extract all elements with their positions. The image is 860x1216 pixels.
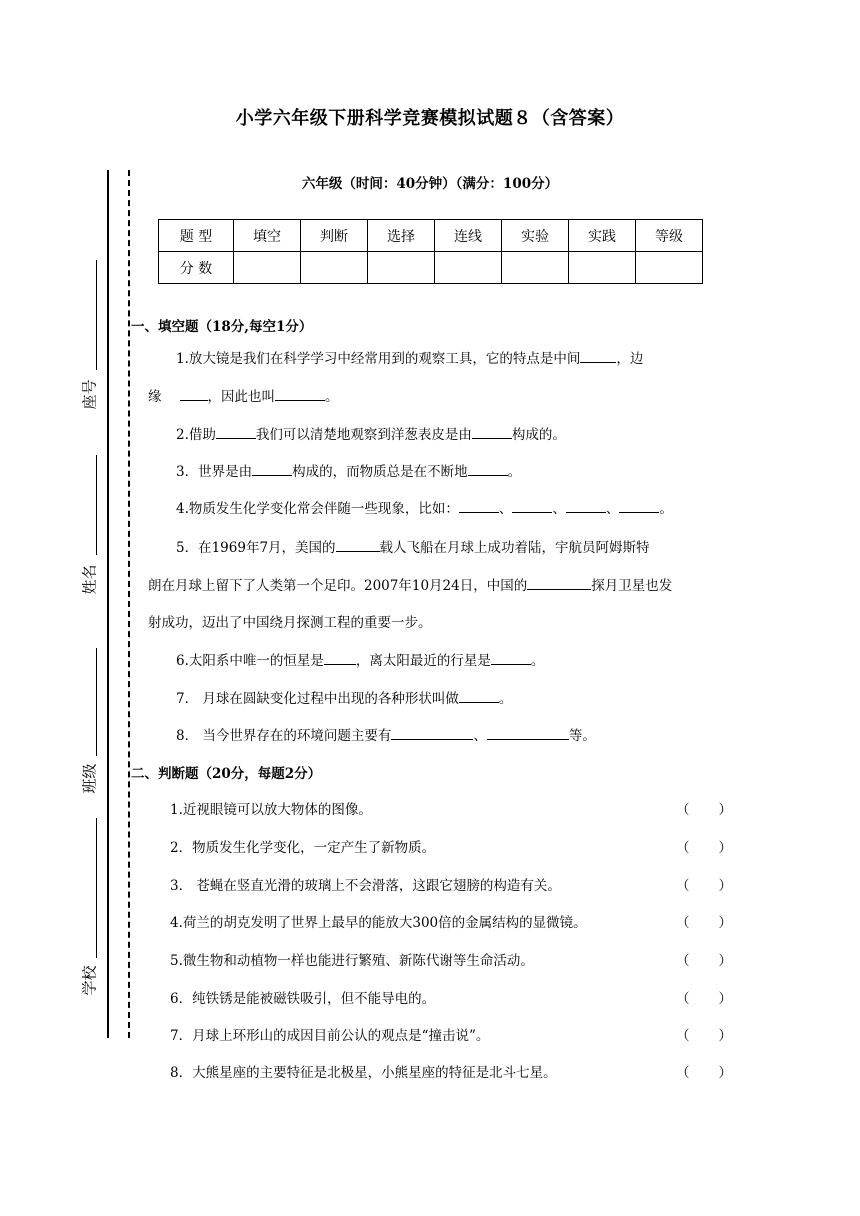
score-table-cell: 填空 <box>234 220 301 252</box>
judge-question-8: 8．大熊星座的主要特征是北极星，小熊星座的特征是北斗七星。 <box>170 1065 557 1081</box>
document-title: 小学六年级下册科学竞赛模拟试题８（含答案） <box>235 108 625 129</box>
answer-blank[interactable] <box>180 386 208 401</box>
side-field-name <box>74 455 98 615</box>
answer-blank[interactable] <box>566 498 606 513</box>
answer-parentheses[interactable]: （ ） <box>676 991 732 1007</box>
score-input-cell[interactable] <box>569 252 636 284</box>
section-heading-fill-blank: 一、填空题（18分,每空1分） <box>131 319 313 335</box>
score-table-cell: 等级 <box>636 220 703 252</box>
score-table-cell: 实验 <box>502 220 569 252</box>
answer-blank[interactable] <box>252 461 292 476</box>
score-input-cell[interactable] <box>368 252 435 284</box>
score-table-cell: 题 型 <box>159 220 234 252</box>
fill-question-1-line1: 1.放大镜是我们在科学学习中经常用到的观察工具，它的特点是中间 ，边 <box>176 347 643 367</box>
answer-blank[interactable] <box>324 650 356 665</box>
fill-question-7: 7． 月球在圆缺变化过程中出现的各种形状叫做 。 <box>176 687 512 707</box>
score-table-row-label: 分 数 <box>159 252 234 284</box>
score-table-cell: 实践 <box>569 220 636 252</box>
answer-blank[interactable] <box>491 650 531 665</box>
side-field-school <box>74 818 98 1008</box>
answer-blank[interactable] <box>275 386 325 401</box>
answer-parentheses[interactable]: （ ） <box>676 878 732 894</box>
binding-dashed-line <box>128 170 130 1038</box>
answer-blank[interactable] <box>527 575 591 590</box>
section-heading-true-false: 二、判断题（20分，每题2分） <box>131 766 322 782</box>
score-input-cell[interactable] <box>435 252 502 284</box>
fill-question-5-line3: 射成功，迈出了中国绕月探测工程的重要一步。 <box>148 615 432 631</box>
side-field-class <box>74 648 98 808</box>
answer-parentheses[interactable]: （ ） <box>676 915 732 931</box>
side-underline-name <box>96 455 97 555</box>
score-input-cell[interactable] <box>502 252 569 284</box>
score-table <box>158 219 703 284</box>
fill-question-1-line2: 缘 ，因此也叫 。 <box>148 385 339 405</box>
answer-parentheses[interactable]: （ ） <box>676 953 732 969</box>
answer-blank[interactable] <box>468 461 508 476</box>
fill-question-5-line2: 朗在月球上留下了人类第一个足印。2007年10月24日，中国的 探月卫星也发 <box>148 574 672 594</box>
answer-parentheses[interactable]: （ ） <box>676 1028 732 1044</box>
fill-question-6: 6.太阳系中唯一的恒星是 ，离太阳最近的行星是 。 <box>176 649 544 669</box>
side-label-school: 学校 <box>80 965 99 996</box>
side-field-seat <box>74 260 98 430</box>
side-underline-school <box>96 818 97 958</box>
score-input-cell[interactable] <box>636 252 703 284</box>
judge-question-5: 5.微生物和动植物一样也能进行繁殖、新陈代谢等生命活动。 <box>170 953 534 969</box>
answer-parentheses[interactable]: （ ） <box>676 802 732 818</box>
judge-question-2: 2．物质发生化学变化，一定产生了新物质。 <box>170 840 436 856</box>
score-input-cell[interactable] <box>234 252 301 284</box>
score-table-score-row <box>159 252 703 284</box>
side-underline-seat <box>96 260 97 370</box>
judge-question-4: 4.荷兰的胡克发明了世界上最早的能放大300倍的金属结构的显微镜。 <box>170 915 587 931</box>
binding-solid-line <box>107 170 109 1038</box>
exam-subtitle: 六年级（时间：40分钟）（满分：100分） <box>301 176 559 192</box>
answer-parentheses[interactable]: （ ） <box>676 840 732 856</box>
fill-question-5-line1: 5．在1969年7月，美国的 载人飞船在月球上成功着陆，宇航员阿姆斯特 <box>176 536 650 556</box>
answer-blank[interactable] <box>512 498 552 513</box>
answer-blank[interactable] <box>391 725 473 740</box>
judge-question-1: 1.近视眼镜可以放大物体的图像。 <box>170 802 372 818</box>
fill-question-8: 8． 当今世界存在的环境问题主要有 、 等。 <box>176 724 596 744</box>
answer-blank[interactable] <box>580 348 616 363</box>
score-table-cell: 判断 <box>301 220 368 252</box>
answer-blank[interactable] <box>619 498 659 513</box>
judge-question-6: 6．纯铁锈是能被磁铁吸引，但不能导电的。 <box>170 991 436 1007</box>
side-underline-class <box>96 648 97 756</box>
score-input-cell[interactable] <box>301 252 368 284</box>
fill-question-2: 2.借助 我们可以清楚地观察到洋葱表皮是由 构成的。 <box>176 423 566 443</box>
judge-question-3: 3． 苍蝇在竖直光滑的玻璃上不会滑落，这跟它翅膀的构造有关。 <box>170 878 561 894</box>
answer-blank[interactable] <box>472 424 512 439</box>
score-table-header-row <box>159 220 703 252</box>
side-label-class: 班级 <box>80 763 99 794</box>
answer-blank[interactable] <box>487 725 569 740</box>
answer-blank[interactable] <box>459 688 499 703</box>
side-label-seat: 座号 <box>80 379 99 410</box>
answer-blank[interactable] <box>459 498 499 513</box>
side-label-name: 姓名 <box>80 564 99 595</box>
answer-blank[interactable] <box>336 537 380 552</box>
fill-question-3: 3．世界是由 构成的，而物质总是在不断地 。 <box>176 460 521 480</box>
answer-blank[interactable] <box>216 424 256 439</box>
score-table-cell: 连线 <box>435 220 502 252</box>
judge-question-7: 7．月球上环形山的成因目前公认的观点是“撞击说”。 <box>170 1028 490 1044</box>
answer-parentheses[interactable]: （ ） <box>676 1065 732 1081</box>
fill-question-4: 4.物质发生化学变化常会伴随一些现象，比如： 、 、 、 。 <box>176 497 673 517</box>
score-table-cell: 选择 <box>368 220 435 252</box>
